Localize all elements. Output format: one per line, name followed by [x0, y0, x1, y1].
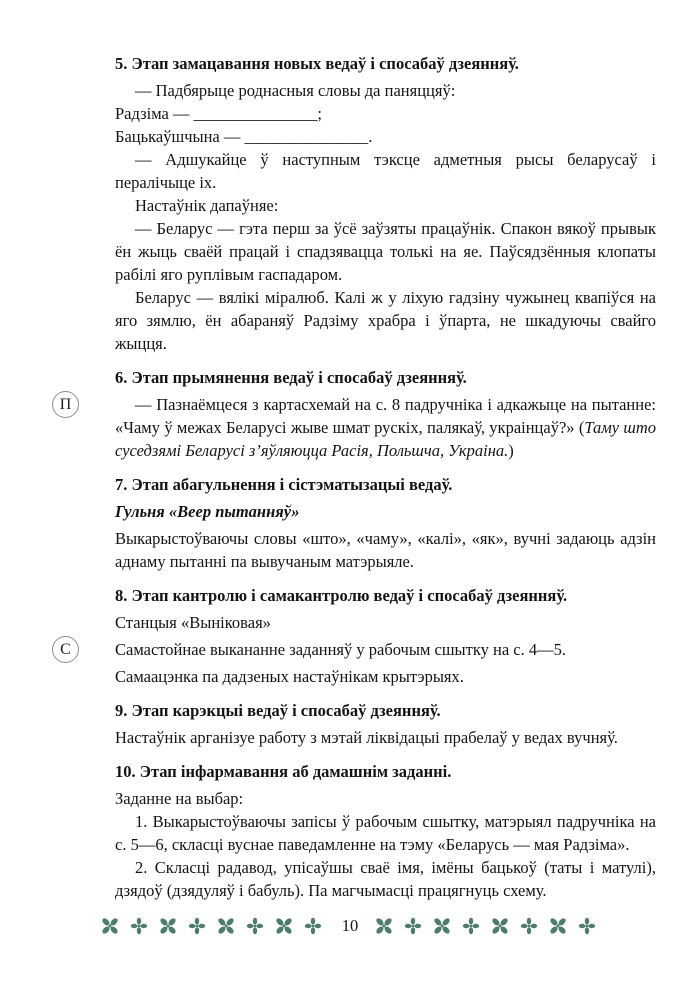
- homework-option-1: 1. Выкарыстоўваючы запісы ў рабочым сшытку, матэрыял падручніка на с. 5—6, скласці вуснае паведамленне на тэму «Беларусь — мая Радзіма».: [115, 812, 656, 854]
- paragraph: Настаўнік арганізуе работу з мэтай ліквідацыі прабелаў у ведах вучняў.: [115, 728, 618, 747]
- paragraph: Беларус — вялікі міралюб. Калі ж у ліхую гадзіну чужынец квапіўся на яго зямлю, ён абараняў Радзіму храбра і ўпарта, не шкадуючы свайго жыцця.: [115, 288, 656, 353]
- margin-marker-letter: П: [59, 395, 72, 413]
- paragraph: — Падбярыце роднасныя словы да паняццяў:: [135, 81, 456, 100]
- game-title: Гульня «Веер пытанняў»: [115, 502, 300, 521]
- paragraph: — Адшукайце ў наступным тэксце адметныя рысы беларусаў і пералічыце іх.: [115, 150, 656, 192]
- section-heading-10: 10. Этап інфармавання аб дамашнім заданні.: [115, 762, 452, 781]
- paragraph-text: ): [508, 441, 514, 460]
- footer-ornament-right-icon: [374, 916, 600, 936]
- homework-option-2: 2. Скласці радавод, упісаўшы сваё імя, імёны бацькоў (таты і матулі), дзядоў (дзядуляў і бабуль). Па магчымасці працягнуць схему.: [115, 858, 656, 900]
- margin-marker-c: [52, 636, 79, 663]
- page-footer: [0, 916, 700, 936]
- paragraph: Выкарыстоўваючы словы «што», «чаму», «калі», «як», вучні задаюць адзін аднаму пытанні па вывучаным матэрыяле.: [115, 529, 656, 571]
- paragraph: Настаўнік дапаўняе:: [135, 196, 279, 215]
- paragraph-text: — Пазнаёмцеся з картасхемай на с. 8 падручніка і адкажыце на пытанне: «Чаму ў межах Беларусі жыве шмат рускіх, палякаў, украінцаў?» (: [115, 395, 656, 437]
- fill-in-line-radzima: Радзіма — _______________;: [115, 104, 322, 123]
- page-number: 10: [341, 916, 359, 935]
- fill-in-line-backaushchyna: Бацькаўшчына — _______________.: [115, 127, 373, 146]
- section-heading-8: 8. Этап кантролю і самакантролю ведаў і спосабаў дзеянняў.: [115, 586, 568, 605]
- station-title: Станцыя «Выніковая»: [115, 613, 271, 632]
- section-heading-7: 7. Этап абагульнення і сістэматызацыі ведаў.: [115, 475, 453, 494]
- paragraph: [115, 393, 656, 462]
- paragraph-italic-answer: Таму што суседзямі Беларусі з’яўляюцца Расія, Польшча, Украіна.: [115, 418, 656, 460]
- footer-ornament-left-icon: [100, 916, 326, 936]
- paragraph: — Беларус — гэта перш за ўсё заўзяты працаўнік. Спакон вякоў прывык ён жыць сваёй працай і спадзявацца толькі на яе. Паўсядзённыя клопаты рабілі яго руплівым гаспадаром.: [115, 219, 656, 284]
- paragraph: Заданне на выбар:: [115, 789, 244, 808]
- paragraph: Самаацэнка па дадзеных настаўнікам крытэрыях.: [115, 667, 464, 686]
- section-heading-5: 5. Этап замацавання новых ведаў і спосабаў дзеянняў.: [115, 54, 519, 73]
- paragraph: Самастойнае выкананне заданняў у рабочым сшытку на с. 4—5.: [115, 640, 566, 659]
- margin-marker-letter: С: [60, 640, 71, 658]
- margin-marker-p: [52, 391, 79, 418]
- page-content: [115, 52, 656, 902]
- section-heading-9: 9. Этап карэкцыі ведаў і спосабаў дзеянняў.: [115, 701, 441, 720]
- section-heading-6: 6. Этап прымянення ведаў і спосабаў дзеянняў.: [115, 368, 467, 387]
